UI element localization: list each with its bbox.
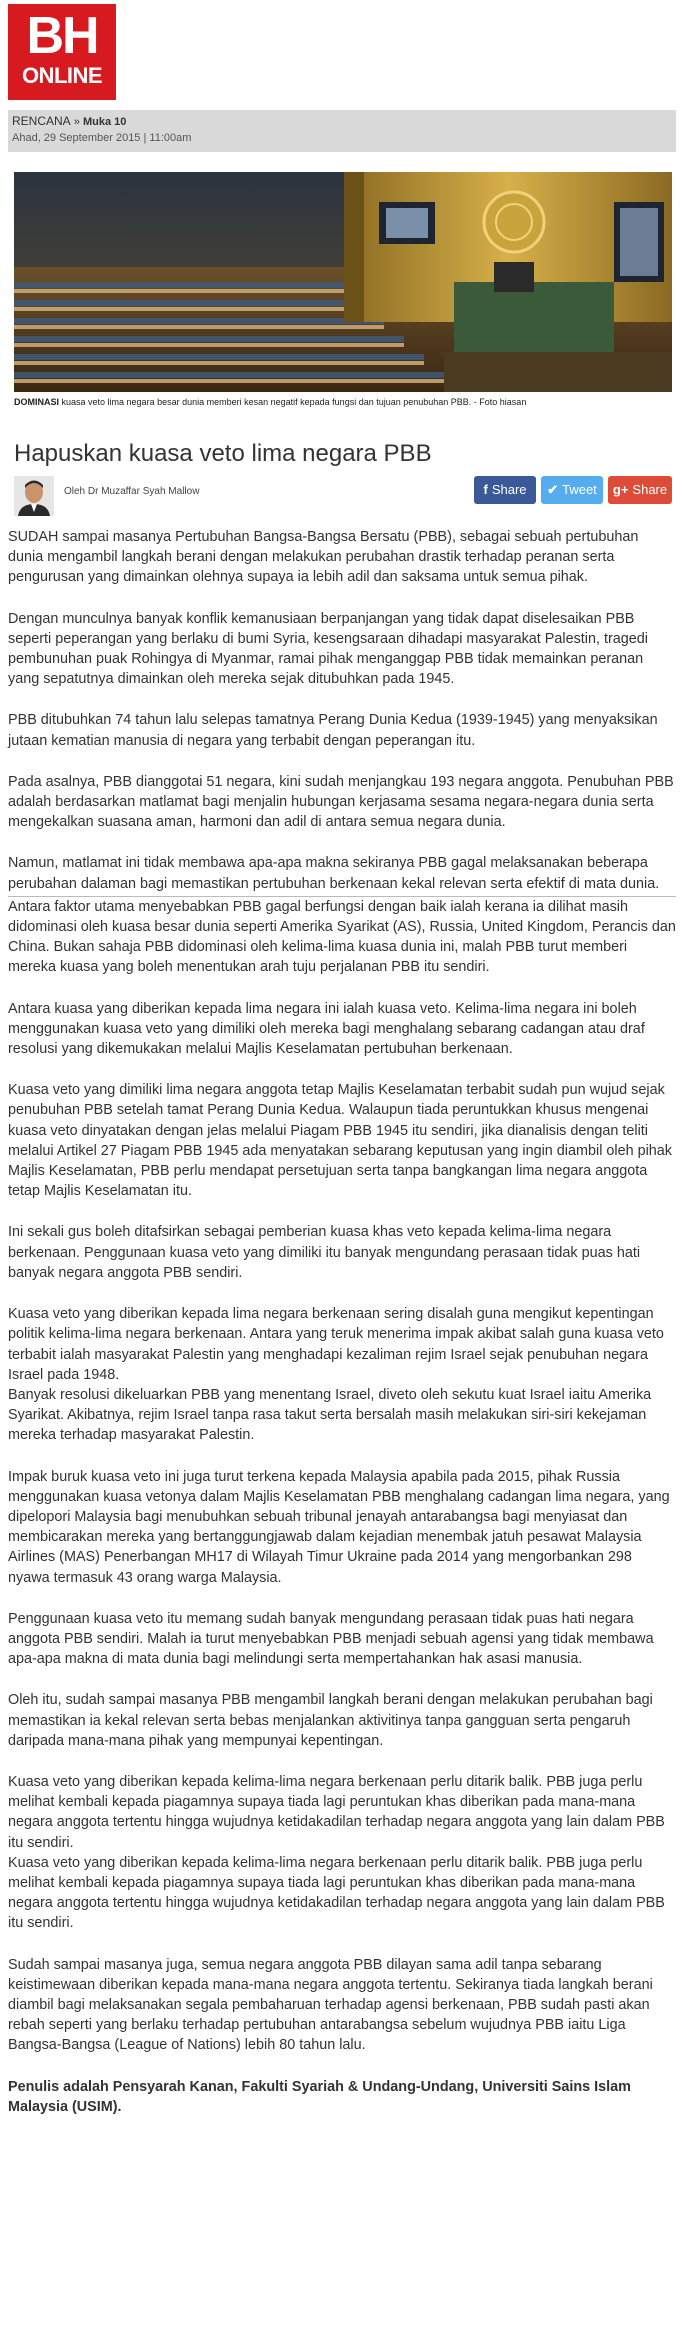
twitter-share-button[interactable] <box>541 476 603 504</box>
article-byline: Oleh Dr Muzaffar Syah Mallow <box>64 486 200 497</box>
article-paragraph: Antara kuasa yang diberikan kepada lima negara ini ialah kuasa veto. Kelima-lima negara ini boleh menggunakan kuasa veto yang dimiliki oleh mereka bagi menghalang sebarang cadangan atau draf resolusi yang dikemukakan melalui Majlis Keselamatan pertubuhan berkenaan. <box>8 1000 645 1058</box>
publish-date: Ahad, 29 September 2015 | 11:00am <box>12 132 192 144</box>
article-paragraph: Pada asalnya, PBB dianggotai 51 negara, kini sudah menjangkau 193 negara anggota. Penubuhan PBB adalah berdasarkan matlamat bagi menjalin hubungan kerjasama sesama negara-negara dunia serta mengekalkan suasana aman, harmoni dan adil di antara semua negara dunia. <box>8 773 674 831</box>
article-paragraph: Sudah sampai masanya juga, semua negara anggota PBB dilayan sama adil tanpa sebarang keistimewaan diberikan kepada mana-mana negara anggota tertentu. Sekiranya tiada langkah berani diambil bagi melaksanakan segala pembaharuan terhadap agensi berkenaan, PBB sudah pasti akan rebah seperti yang berlaku terhadap pertubuhan antarabangsa sebelum wujudnya PBB iaitu Liga Bangsa-Bangsa (League of Nations) lebih 80 tahun lalu. <box>8 1956 653 2054</box>
twitter-icon: ✔ <box>547 482 559 497</box>
article-paragraph: PBB ditubuhkan 74 tahun lalu selepas tamatnya Perang Dunia Kedua (1939-1945) yang menyaksikan jutaan kematian manusia di negara yang terbabit dengan peperangan itu. <box>8 712 658 749</box>
author-avatar <box>14 476 54 516</box>
breadcrumb-separator: » <box>73 116 80 128</box>
author-credit: Penulis adalah Pensyarah Kanan, Fakulti Syariah & Undang-Undang, Universiti Sains Islam Malaysia (USIM). <box>8 2078 631 2115</box>
article-paragraph: Dengan munculnya banyak konflik kemanusiaan berpanjangan yang tidak dapat diselesaikan PBB seperti peperangan yang berlaku di bumi Syria, kesengsaraan dihadapi masyarakat Palestin, tragedi pembunuhan puak Rohingya di Myanmar, ramai pihak menganggap PBB tidak memainkan peranan yang sepatutnya dimainkan oleh mereka sejak ditubuhkan pada 1945. <box>8 610 648 688</box>
article-paragraph: Namun, matlamat ini tidak membawa apa-apa makna sekiranya PBB gagal melaksanakan beberapa perubahan dalaman bagi memastikan pertubuhan berkenaan kekal relevan serta efektif di mata dunia. <box>8 855 660 892</box>
article-paragraph: Kuasa veto yang diberikan kepada kelima-lima negara berkenaan perlu ditarik balik. PBB juga perlu melihat kembali kepada piagamnya supaya tiada lagi peruntukan khas diberikan pada mana-mana negara anggota tertentu hingga wujudnya ketidakadilan terhadap negara anggota yang lain dalam PBB itu sendiri. <box>8 1773 665 1851</box>
section-name[interactable]: RENCANA <box>12 114 71 128</box>
article-headline: Hapuskan kuasa veto lima negara PBB <box>14 440 432 467</box>
article-paragraph: Oleh itu, sudah sampai masanya PBB mengambil langkah berani dengan melakukan perubahan bagi memastikan ia kekal relevan serta bebas menjalankan aktivitinya tanpa gangguan serta pengaruh daripada mana-mana pihak yang mempunyai kepentingan. <box>8 1692 653 1749</box>
article-photo <box>14 172 672 392</box>
article-paragraph: Penggunaan kuasa veto itu memang sudah banyak mengundang perasaan tidak puas hati negara anggota PBB sendiri. Malah ia turut menyebabkan PBB menjadi sebuah agensi yang tidak membawa apa-apa makna di mata dunia bagi melindungi serta mempertahankan hak asasi manusia. <box>8 1610 654 1668</box>
logo-text-top: BH <box>26 7 98 65</box>
twitter-share-label: Tweet <box>562 482 597 497</box>
article-paragraph: Kuasa veto yang dimiliki lima negara anggota tetap Majlis Keselamatan terbabit sudah pun wujud sejak penubuhan PBB setelah tamat Perang Dunia Kedua. Walaupun tiada peruntukkan khusus mengenai kuasa veto dinyatakan dengan jelas melalui Piagam PBB 1945 itu sendiri, jika dianalisis dengan teliti melalui Artikel 27 Piagam PBB 1945 ada menyatakan sebarang keputusan yang ingin diambil oleh pihak Majlis Keselamatan, PBB perlu mendapat persetujuan serta tanpa bangkangan lima negara anggota tetap Majlis Keselamatan itu. <box>8 1082 672 1200</box>
article-paragraph: Impak buruk kuasa veto ini juga turut terkena kepada Malaysia apabila pada 2015, pihak Russia menggunakan kuasa vetonya dalam Majlis Keselamatan PBB menghalang cadangan lima negara, yang dipelopori Malaysia bagi menubuhkan sebuah tribunal jenayah antarabangsa bagi menyiasat dan membicarakan mereka yang bertanggungjawab dalam kejadian menembak jatuh pesawat Malaysia Airlines (MAS) Penerbangan MH17 di Wilayah Timur Ukraine pada 2014 yang mengorbankan 298 nyawa termasuk 43 orang warga Malaysia. <box>8 1468 670 1586</box>
photo-caption <box>14 396 672 408</box>
logo-text-bottom: ONLINE <box>21 63 103 88</box>
facebook-icon: f <box>483 482 488 497</box>
facebook-share-label: Share <box>491 482 527 497</box>
author-portrait-icon <box>14 476 54 516</box>
google-plus-share-label: Share <box>632 482 668 497</box>
article-paragraph: Ini sekali gus boleh ditafsirkan sebagai pemberian kuasa khas veto kepada kelima-lima negara berkenaan. Penggunaan kuasa veto yang dimiliki itu banyak mengundang perasaan tidak puas hati banyak negara anggota PBB sendiri. <box>8 1224 641 1281</box>
article-paragraph: Kuasa veto yang diberikan kepada lima negara berkenaan sering disalah guna mengikut kepentingan politik kelima-lima negara berkenaan. Antara yang teruk menerima impak akibat salah guna kuasa veto terbabit ialah masyarakat Palestin yang menghadapi kezaliman rejim Israel sejak penubuhan negara Israel pada 1948. <box>8 1306 664 1383</box>
google-plus-icon: g+ <box>612 482 629 497</box>
caption-lead: DOMINASI <box>14 397 59 407</box>
page-number: Muka 10 <box>82 116 127 128</box>
article-paragraph: Antara faktor utama menyebabkan PBB gagal berfungsi dengan baik ialah kerana ia dilihat masih didominasi oleh kuasa besar dunia seperti Amerika Syarikat (AS), Russia, United Kingdom, Perancis dan China. Bukan sahaja PBB didominasi oleh kelima-lima kuasa dunia ini, malah PBB turut memberi mereka kuasa yang boleh menentukan arah tuju perjalanan PBB itu sendiri. <box>8 898 676 976</box>
facebook-share-button[interactable] <box>474 476 536 504</box>
google-plus-share-button[interactable] <box>608 476 672 504</box>
article-paragraph: Kuasa veto yang diberikan kepada kelima-lima negara berkenaan perlu ditarik balik. PBB juga perlu melihat kembali kepada piagamnya supaya tiada lagi peruntukan khas diberikan pada mana-mana negara anggota tertentu hingga wujudnya ketidakadilan terhadap negara anggota yang lain dalam PBB itu sendiri. <box>8 1854 665 1932</box>
bh-online-logo[interactable] <box>8 4 116 100</box>
article-paragraph: SUDAH sampai masanya Pertubuhan Bangsa-Bangsa Bersatu (PBB), sebagai sebuah pertubuhan dunia mengambil langkah berani dengan melakukan perubahan drastik terhadap peranan serta pengurusan yang dimainkan olehnya supaya ia lebih adil dan saksama untuk semua pihak. <box>8 529 639 586</box>
caption-text: kuasa veto lima negara besar dunia memberi kesan negatif kepada fungsi dan tujuan penubuhan PBB. - Foto hiasan <box>61 397 527 407</box>
un-general-assembly-image <box>14 172 672 392</box>
article-info-bar <box>8 110 676 152</box>
article-paragraph: Banyak resolusi dikeluarkan PBB yang menentang Israel, diveto oleh sekutu kuat Israel iaitu Amerika Syarikat. Akibatnya, rejim Israel tanpa rasa takut serta bersalah masih melakukan siri-siri kekejaman mereka terhadap masyarakat Palestin. <box>8 1386 652 1444</box>
article-body <box>8 527 676 2117</box>
